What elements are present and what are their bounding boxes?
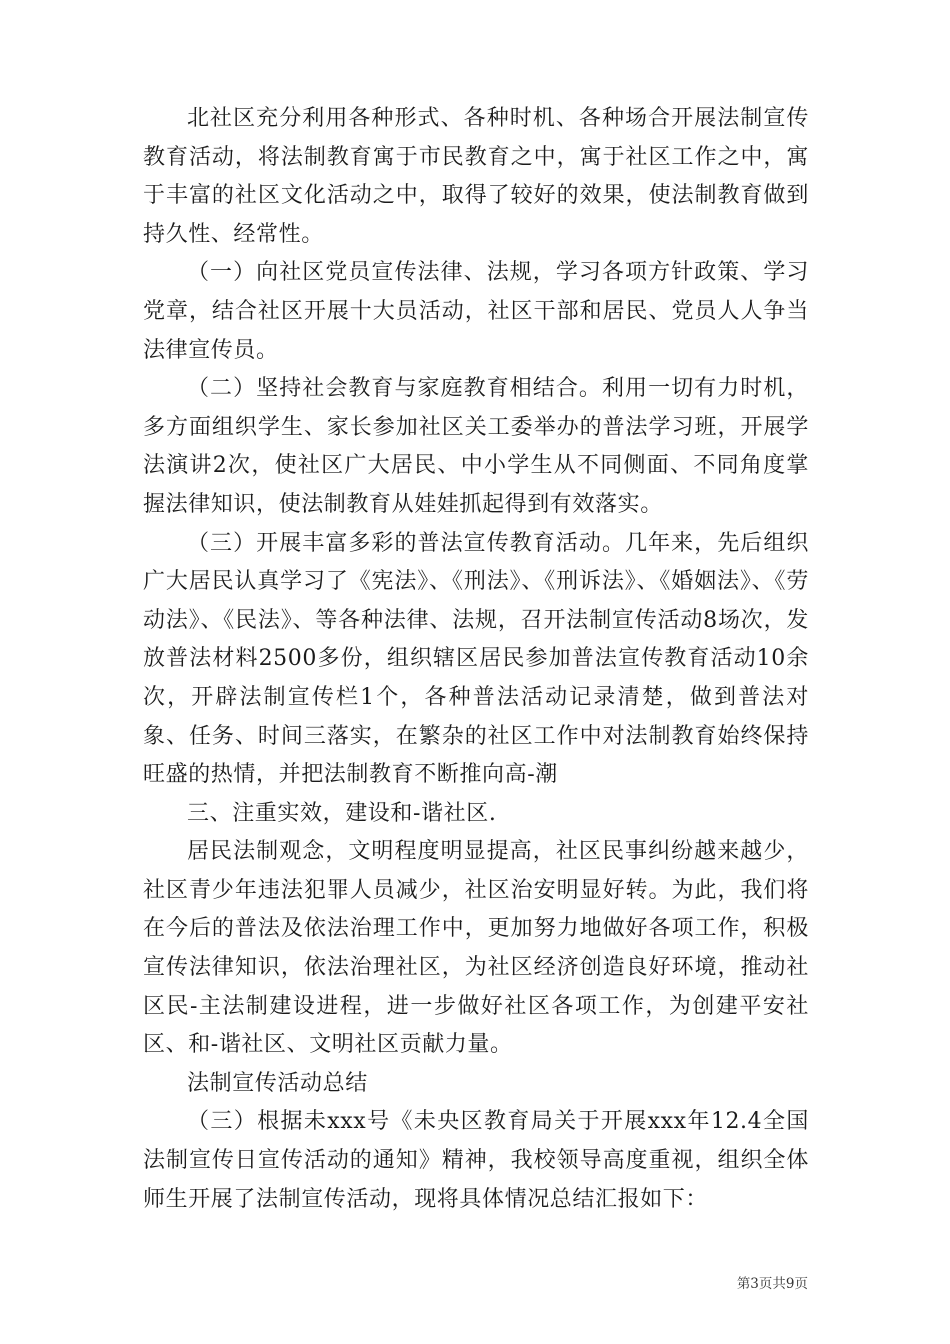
paragraph-item-1: （一）向社区党员宣传法律、法规，学习各项方针政策、学习党章，结合社区开展十大员活动，社区干部和居民、党员人人争当法律宣传员。 xyxy=(143,260,809,363)
section-heading-3: 三、注重实效，建设和-谐社区. xyxy=(187,800,497,826)
section-title-summary: 法制宣传活动总结 xyxy=(187,1070,368,1096)
paragraph-results: 居民法制观念，文明程度明显提高，社区民事纠纷越来越少，社区青少年违法犯罪人员减少，社区治安明显好转。为此，我们将在今后的普法及依法治理工作中，更加努力地做好各项工作，积极宣传法律知识，依法治理社区，为社区经济创造良好环境，推动社区民-主法制建设进程，进一步做好社区各项工作，为创建平安社区、和-谐社区、文明社区贡献力量。 xyxy=(143,839,809,1058)
page-number-footer: 第3页共9页 xyxy=(736,1276,808,1292)
paragraph-intro: 北社区充分利用各种形式、各种时机、各种场合开展法制宣传教育活动，将法制教育寓于市民教育之中，寓于社区工作之中，寓于丰富的社区文化活动之中，取得了较好的效果，使法制教育做到持久性、经常性。 xyxy=(143,106,809,247)
paragraph-summary-intro: （三）根据未xxx号《未央区教育局关于开展xxx年12.4全国法制宣传日宣传活动的通知》精神，我校领导高度重视，组织全体师生开展了法制宣传活动，现将具体情况总结汇报如下： xyxy=(143,1109,809,1212)
document-body xyxy=(143,100,809,1219)
paragraph-item-2: （二）坚持社会教育与家庭教育相结合。利用一切有力时机，多方面组织学生、家长参加社区关工委举办的普法学习班，开展学法演讲2次，使社区广大居民、中小学生从不同侧面、不同角度掌握法律知识，使法制教育从娃娃抓起得到有效落实。 xyxy=(143,376,809,517)
paragraph-item-3: （三）开展丰富多彩的普法宣传教育活动。几年来，先后组织广大居民认真学习了《宪法》、《刑法》、《刑诉法》、《婚姻法》、《劳动法》、《民法》、等各种法律、法规，召开法制宣传活动8场次，发放普法材料2500多份，组织辖区居民参加普法宣传教育活动10余次，开辟法制宣传栏1个，各种普法活动记录清楚，做到普法对象、任务、时间三落实，在繁杂的社区工作中对法制教育始终保持旺盛的热情，并把法制教育不断推向高-潮 xyxy=(143,530,809,788)
